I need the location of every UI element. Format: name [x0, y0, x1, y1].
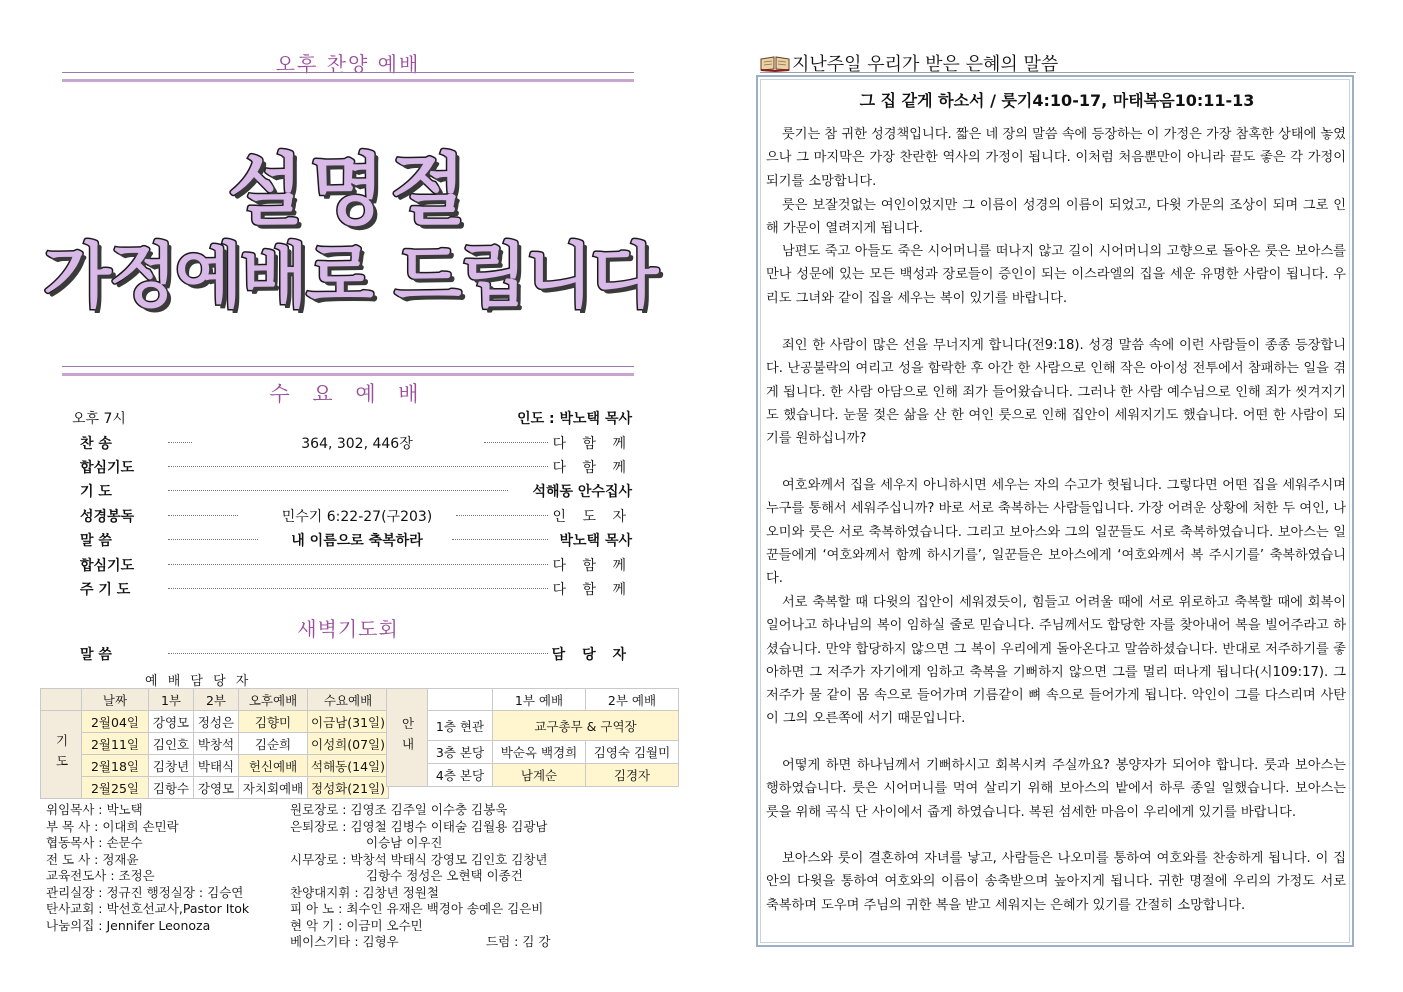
leader-dots: [168, 466, 548, 467]
heading-underline: [760, 72, 1356, 73]
order-label: 말 씀: [80, 533, 112, 549]
sermon-paragraph: 남편도 죽고 아들도 죽은 시어머니를 떠나지 않고 길이 시어머니의 고향으로 돌아온 룻은 보아스를 만나 성문에 있는 모든 백성과 장로들이 증인이 되는 이스라엘의 집을 세운 유명한 사람이 됩니다. 우리도 그녀와 같이 집을 세우는 복이 있기를 바랍니다.: [766, 244, 1346, 306]
table-cell: 이금남(31일): [308, 711, 389, 733]
order-row: [72, 457, 632, 479]
order-label: 기 도: [80, 484, 112, 500]
table-cell: 강영모: [194, 777, 239, 799]
staff-line: 피 아 노 : 최수인 유재은 백경아 송예은 김은비: [290, 901, 544, 916]
header-cell: 오후예배: [239, 689, 308, 711]
table-cell: 김경자: [586, 764, 679, 787]
guide-duty-table: [386, 688, 679, 787]
staff-list-left: [46, 802, 276, 934]
table-cell: 석해동(14일): [308, 755, 389, 777]
sermon-paragraph: 룻기는 참 귀한 성경책입니다. 짧은 네 장의 말씀 속에 등장하는 이 가정은 가장 참혹한 상태에 놓였으나 그 마지막은 가장 찬란한 역사의 가정이 됩니다. 이처럼 처음뿐만이 아니라 끝도 좋은 각 가정이 되기를 소망합니다.: [766, 127, 1346, 189]
table-cell: 2월25일: [82, 777, 149, 799]
header-cell: 날짜: [82, 689, 149, 711]
staff-line: 찬양대지휘 : 김창년 정원철: [290, 884, 439, 900]
table-header-row: [41, 689, 389, 711]
table-cell: 2월11일: [82, 733, 149, 755]
order-label: 합심기도: [80, 558, 135, 574]
corner-cell: [428, 689, 493, 711]
table-cell: 김인호: [149, 733, 194, 755]
staff-line: 협동목사 : 손문수: [46, 835, 143, 850]
table-header-row: [387, 689, 679, 711]
staff-line: 현 악 기 : 이금미 오수민: [290, 917, 423, 933]
leader-dots: [456, 515, 548, 516]
sermon-paragraph: 죄인 한 사람이 많은 선을 무너지게 합니다(전9:18). 성경 말씀 속에 이런 사람들이 종종 등장합니다. 난공불락의 여리고 성을 함락한 후 아간 한 사람으로 인해 작은 아이성 전투에서 참패하는 일을 겪게 됩니다. 한 사람 아담으로 인해 죄가 들어왔습니다. 그러나 한 사람 예수님으로 인해 죄가 씻겨지기도 했습니다. 눈물 젖은 삶을 산 한 여인 룻으로 인해 집안이 세워지기도 했습니다. 어떤 한 사람이 되기를 원하십니까?: [766, 338, 1346, 446]
staff-line: 교육전도사 : 조정은: [46, 868, 155, 883]
order-person: 다 함 께: [552, 460, 632, 476]
header-cell: 2부: [194, 689, 239, 711]
table-row: [41, 711, 389, 733]
section-divider: [62, 366, 634, 376]
banner-line2: 가정예배로 드립니다: [43, 235, 657, 317]
sermon-title: 그 집 같게 하소서 / 룻기4:10-17, 마태복음10:11-13: [859, 91, 1255, 110]
table-cell: 정성화(21일): [308, 777, 389, 799]
order-value: 364, 302, 446장: [301, 436, 413, 452]
wednesday-time: 오후 7시: [72, 411, 126, 427]
table-row: [387, 711, 679, 741]
sermon-paragraph: 보아스와 룻이 결혼하여 자녀를 낳고, 사람들은 나오미를 통하여 여호와를 찬송하게 됩니다. 이 집안의 다윗을 통하여 여호와의 이름이 송축받으며 높아지게 됩니다. 귀한 명절에 우리의 가정도 서로 축복하며 도우며 주님의 귀한 복을 받고 세워지는 은혜가 있기를 간절히 소망합니다.: [766, 851, 1346, 913]
section-divider: [62, 72, 634, 82]
dawn-row: [72, 644, 632, 666]
table-cell: 김순희: [239, 733, 308, 755]
table-cell: 김항수: [149, 777, 194, 799]
order-person: 다 함 께: [552, 436, 632, 452]
order-row: [72, 530, 632, 552]
staff-line: 전 도 사 : 정재윤: [46, 851, 139, 867]
order-person: 다 함 께: [552, 582, 632, 598]
leader-dots: [168, 515, 238, 516]
order-value: 내 이름으로 축복하라: [291, 533, 423, 549]
staff-line: 위임목사 : 박노택: [46, 802, 143, 817]
sermon-heading-text: 지난주일 우리가 받은 은혜의 말씀: [792, 54, 1059, 75]
banner-line1: 설명절: [227, 146, 473, 236]
header-cell: 수요예배: [308, 689, 389, 711]
table-cell: 이성희(07일): [308, 733, 389, 755]
order-label: 주 기 도: [80, 582, 131, 598]
prayer-duty-table: [40, 688, 389, 799]
staff-line: 부 목 사 : 이대희 손민락: [46, 818, 179, 834]
guide-place: 4층 본당: [428, 764, 493, 787]
table-cell: 강영모: [149, 711, 194, 733]
table-cell: 2월18일: [82, 755, 149, 777]
order-row: [72, 506, 632, 528]
guide-place: 1층 현관: [428, 711, 493, 741]
order-row: [72, 433, 632, 455]
afternoon-worship-title: 오후 찬양 예배: [275, 52, 421, 76]
order-person: 석해동 안수집사: [532, 484, 632, 500]
duty-caption: 예 배 담 당 자: [145, 674, 252, 689]
sermon-paragraph: 서로 축복할 때 다윗의 집안이 세워졌듯이, 힘들고 어려울 때에 서로 위로하고 축복할 때에 회복이 일어나고 하나님의 복이 임하실 줄로 믿습니다. 주님께서도 합당한 자를 찾아내어 복을 빌어주라고 하셨습니다. 만약 합당하지 않으면 그 복이 우리에게 돌아온다고 말씀하셨습니다. 반대로 저주하기를 좋아하면 그 저주가 자기에게 임하고 축복을 기뻐하지 않으면 그를 멀리 떠나게 됩니다(시109:17). 그 저주가 물 같이 몸 속으로 들어가며 기름같이 뼈 속으로 들어가게 됩니다. 악인이 그를 다스리며 사탄이 그의 오른쪽에 서기 때문입니다.: [766, 595, 1346, 727]
staff-line: 은퇴장로 : 김영철 김병수 이태술 김월용 김광남: [290, 818, 548, 834]
order-person: 박노택 목사: [559, 533, 632, 549]
table-cell: 박순옥 백경희: [493, 741, 586, 764]
staff-line: 탄사교회 : 박선호선교사,Pastor Itok: [46, 901, 250, 916]
dawn-prayer-title: 새벽기도회: [297, 617, 399, 641]
guide-side-label: 안내: [387, 689, 428, 787]
order-person: 인 도 자: [552, 509, 632, 525]
bass-guitar: 베이스기타 : 김형우: [290, 934, 399, 949]
header-cell: 1부: [149, 689, 194, 711]
sermon-paragraph: 여호와께서 집을 세우지 아니하시면 세우는 자의 수고가 헛됩니다. 그렇다면 어떤 집을 세워주시며 누구를 통해서 세워주십니까? 바로 서로 축복하는 사람들입니다. 가장 어려운 상황에 처한 두 여인, 나오미와 룻은 서로 축복하였습니다. 그리고 보아스와 그의 일꾼들도 서로 축복하였습니다. 보아스는 일꾼들에게 ‘여호와께서 함께 하시기를’, 일꾼들은 보아스에게 ‘여호와께서 복 주시기를’ 축복하였습니다.: [766, 478, 1346, 586]
wednesday-time-row: [72, 408, 632, 430]
table-cell: 남계순: [493, 764, 586, 787]
staff-line: 원로장로 : 김영조 김주일 이수충 김봉욱: [290, 802, 508, 817]
order-label: 찬 송: [80, 436, 112, 452]
table-cell: 박창석: [194, 733, 239, 755]
order-label: 합심기도: [80, 460, 135, 476]
staff-line: 나눔의집 : Jennifer Leonoza: [46, 917, 211, 933]
table-cell: 교구총무 & 구역장: [493, 711, 679, 741]
leader-dots: [168, 653, 548, 654]
staff-line: [290, 934, 630, 951]
guide-place: 3층 본당: [428, 741, 493, 764]
order-row: [72, 555, 632, 577]
table-cell: 정성은: [194, 711, 239, 733]
staff-line: 관리실장 : 정규진 행정실장 : 김승연: [46, 884, 244, 900]
open-book-icon: [760, 54, 790, 77]
table-cell: 2월04일: [82, 711, 149, 733]
order-person: 다 함 께: [552, 558, 632, 574]
staff-line: 이승남 이우진: [366, 835, 443, 850]
leader-dots: [168, 442, 192, 443]
table-row: [41, 777, 389, 799]
wednesday-title: 수 요 예 배: [269, 382, 427, 406]
staff-list-right: [290, 802, 630, 951]
header-cell: 2부 예배: [586, 689, 679, 711]
leader-dots: [168, 490, 508, 491]
staff-line: 김항수 정성은 오현택 이종건: [366, 868, 523, 883]
table-cell: 김창년: [149, 755, 194, 777]
sermon-paragraph: 어떻게 하면 하나님께서 기뻐하시고 회복시켜 주실까요? 봉양자가 되어야 합니다. 룻과 보아스는 행하였습니다. 룻은 시어머니를 먹여 살리기 위해 보아스의 밭에서 하루 종일 일했습니다. 보아스는 룻을 위해 곡식 단 사이에서 줍게 하였습니다. 복된 섬세한 마음이 우리에게 있기를 바랍니다.: [766, 758, 1346, 820]
leader-dots: [484, 442, 548, 443]
side-label: 기도: [41, 711, 82, 799]
table-row: [387, 764, 679, 787]
table-cell: 헌신예배: [239, 755, 308, 777]
leader-dots: [452, 539, 548, 540]
table-cell: 박태식: [194, 755, 239, 777]
sermon-paragraph: 룻은 보잘것없는 여인이었지만 그 이름이 성경의 이름이 되었고, 다윗 가문의 조상이 되며 그로 인해 가문이 열려지게 됩니다.: [766, 198, 1346, 237]
staff-line: 시무장로 : 박창석 박태식 강영모 김인호 김창년: [290, 851, 548, 867]
order-value: 민수기 6:22-27(구203): [281, 509, 433, 525]
order-row: [72, 579, 632, 601]
leader-dots: [168, 564, 548, 565]
header-cell: 1부 예배: [493, 689, 586, 711]
table-cell: 자치회예배: [239, 777, 308, 799]
order-label: 성경봉독: [80, 509, 135, 525]
drums: 드럼 : 김 강: [486, 934, 551, 949]
corner-cell: [41, 689, 82, 711]
table-row: [41, 755, 389, 777]
table-row: [387, 741, 679, 764]
order-row: [72, 481, 632, 503]
table-row: [41, 733, 389, 755]
leader-dots: [168, 588, 548, 589]
dawn-person: 담 당 자: [551, 647, 632, 663]
wednesday-leader: 인도 : 박노택 목사: [517, 411, 632, 427]
dawn-label: 말 씀: [80, 647, 112, 663]
table-cell: 김영숙 김월미: [586, 741, 679, 764]
table-cell: 김향미: [239, 711, 308, 733]
